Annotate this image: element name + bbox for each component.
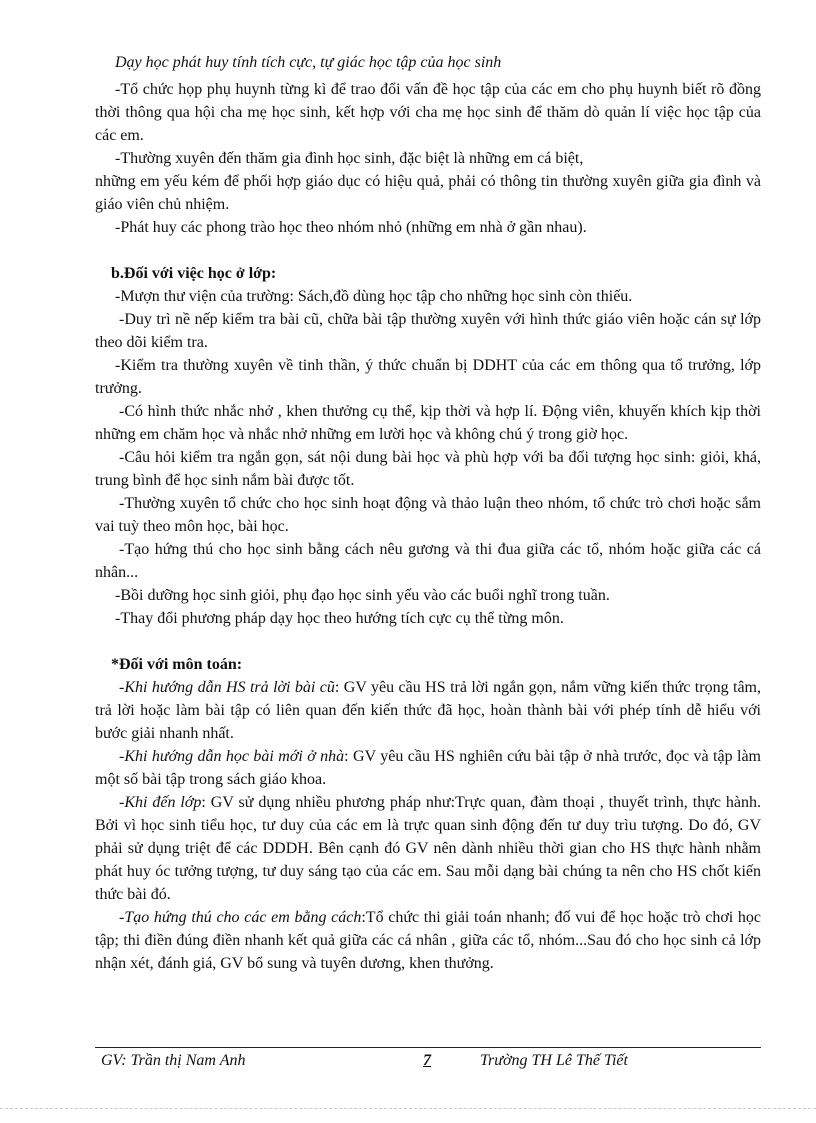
document-page bbox=[95, 48, 761, 975]
footer-teacher: GV: Trần thị Nam Anh bbox=[101, 1052, 246, 1069]
footer-school: Trường TH Lê Thế Tiết bbox=[480, 1052, 628, 1069]
italic-lead: -Tạo hứng thú cho các em bằng cách bbox=[119, 909, 362, 926]
page-number: 7 bbox=[423, 1052, 431, 1069]
paragraph: -Tạo hứng thú cho học sinh bằng cách nêu gương và thi đua giữa các tổ, nhóm hoặc giữa các cá nhân... bbox=[95, 541, 761, 581]
paragraph: -Phát huy các phong trào học theo nhóm nhỏ (những em nhà ở gần nhau). bbox=[115, 219, 587, 236]
paragraph: -Thay đổi phương pháp dạy học theo hướng tích cực cụ thể từng môn. bbox=[115, 610, 564, 627]
italic-lead: -Khi hướng dẫn HS trả lời bài cũ bbox=[119, 679, 335, 696]
paragraph bbox=[95, 906, 761, 975]
paragraph: -Tổ chức họp phụ huynh từng kì để trao đổi vấn đề học tập của các em cho phụ huynh biết rõ đồng thời thông qua hội cha mẹ học sinh, kết hợp với cha mẹ học sinh để thăm dò quản lí việc học tập của các em. bbox=[95, 81, 761, 144]
spacer bbox=[95, 630, 761, 653]
paragraph: -Kiểm tra thường xuyên về tinh thần, ý thức chuẩn bị DDHT của các em thông qua tổ trưởng, lớp trưởng. bbox=[95, 357, 761, 397]
paragraph-text: : GV yêu cầu HS trả lời ngắn gọn, nắm vững kiến thức trọng tâm, trả lời hoặc làm bài tập có liên quan đến kiến thức đã học, hoàn thành bài với phép tính dễ hiểu với bước giải nhanh nhất. bbox=[95, 679, 761, 742]
spacer bbox=[95, 239, 761, 262]
section-heading-b: b.Đối với việc học ở lớp: bbox=[111, 265, 277, 282]
italic-lead: -Khi đến lớp bbox=[119, 794, 202, 811]
paragraph-text: : GV sử dụng nhiều phương pháp như:Trực quan, đàm thoại , thuyết trình, thực hành. Bởi vì học sinh tiểu học, tư duy của các em là trực quan sinh động đến tư duy trìu tượng. Do đó, GV phải sử dụng triệt để các DDDH. Bên cạnh đó GV nên dành nhiều thời gian cho HS thực hành nhằm phát huy óc tưởng tượng, tư duy sáng tạo của các em. Sau mỗi dạng bài chúng ta nên cho HS chốt kiến thức bài đó. bbox=[95, 794, 762, 903]
section-heading-toan: *Đối với môn toán: bbox=[111, 656, 243, 673]
paragraph: -Thường xuyên tổ chức cho học sinh hoạt động và thảo luận theo nhóm, tổ chức trò chơi hoặc sắm vai tuỳ theo môn học, bài học. bbox=[95, 495, 761, 535]
italic-lead: -Khi hướng dẫn học bài mới ở nhà bbox=[119, 748, 345, 765]
paragraph: -Thường xuyên đến thăm gia đình học sinh, đặc biệt là những em cá biệt, bbox=[115, 150, 584, 167]
page-footer bbox=[95, 1047, 761, 1075]
paragraph: -Câu hỏi kiểm tra ngắn gọn, sát nội dung bài học và phù hợp với ba đối tượng học sinh: giỏi, khá, trung bình để học sinh nắm bài được tốt. bbox=[95, 449, 761, 489]
paragraph bbox=[95, 745, 761, 791]
document-body bbox=[95, 78, 761, 975]
paragraph: -Bồi dưỡng học sinh giỏi, phụ đạo học sinh yếu vào các buổi nghĩ trong tuần. bbox=[115, 587, 610, 604]
paragraph-text: :Tổ chức thi giải toán nhanh; đố vui để học hoặc trò chơi học tập; thi điền đúng điền nhanh kết quả giữa các cá nhân , giữa các tổ, nhóm...Sau đó cho học sinh cả lớp nhận xét, đánh giá, GV bổ sung và tuyên dương, khen thưởng. bbox=[95, 909, 762, 972]
page-edge-divider bbox=[0, 1108, 816, 1109]
paragraph-text: : GV yêu cầu HS nghiên cứu bài tập ở nhà trước, đọc và tập làm một số bài tập trong sách giáo khoa. bbox=[95, 748, 761, 788]
paragraph bbox=[95, 791, 761, 906]
paragraph: -Duy trì nề nếp kiểm tra bài cũ, chữa bài tập thường xuyên với hình thức giáo viên hoặc cán sự lớp theo dõi kiểm tra. bbox=[95, 311, 761, 351]
page-header: Dạy học phát huy tính tích cực, tự giác học tập của học sinh bbox=[115, 54, 502, 71]
paragraph: những em yếu kém để phối hợp giáo dục có hiệu quả, phải có thông tin thường xuyên giữa gia đình và giáo viên chủ nhiệm. bbox=[95, 173, 761, 213]
paragraph bbox=[95, 676, 761, 745]
paragraph: -Mượn thư viện của trường: Sách,đồ dùng học tập cho những học sinh còn thiếu. bbox=[115, 288, 633, 305]
paragraph: -Có hình thức nhắc nhở , khen thưởng cụ thể, kịp thời và hợp lí. Động viên, khuyến khích kịp thời những em chăm học và nhắc nhở những em lười học và không chú ý trong giờ học. bbox=[95, 403, 761, 443]
